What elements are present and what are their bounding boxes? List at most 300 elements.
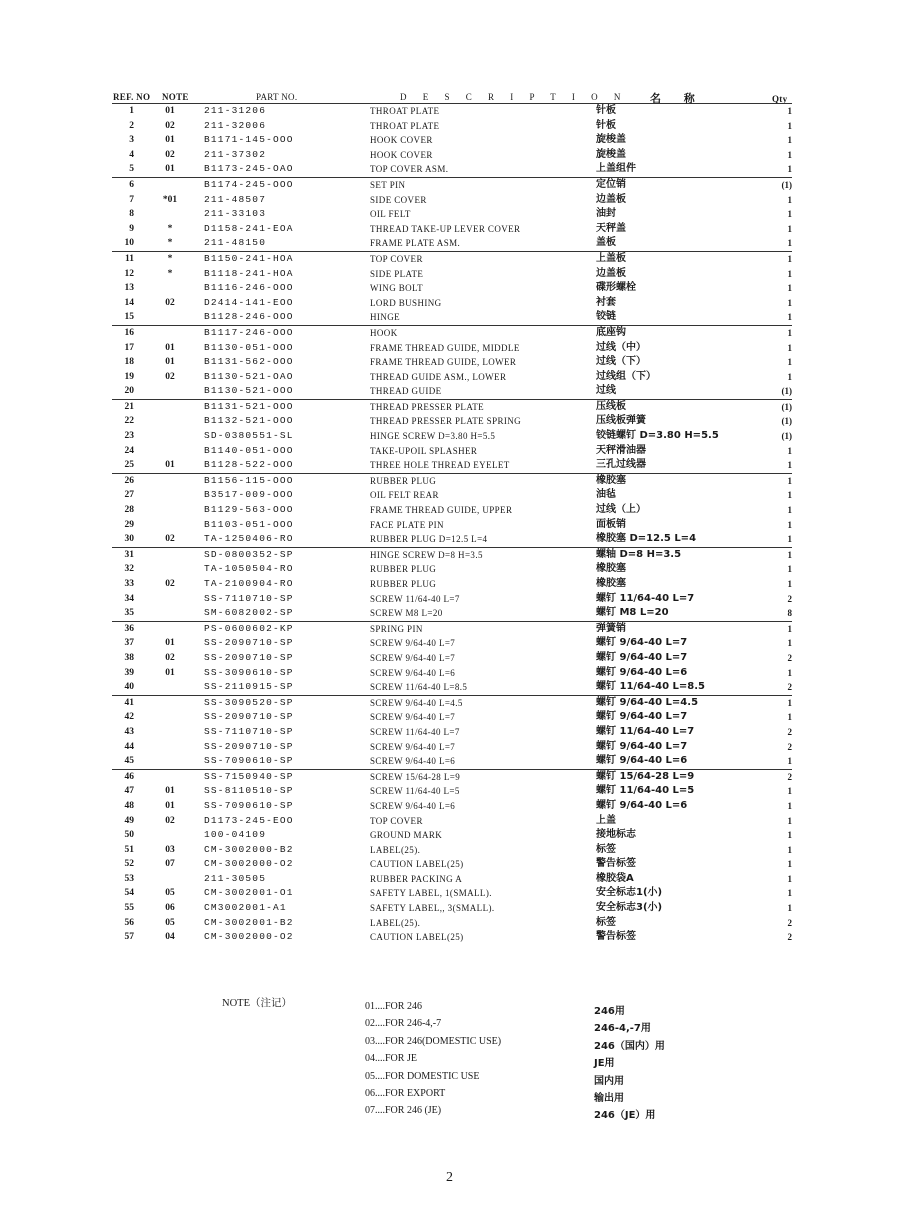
note-cn: 输出用 xyxy=(594,1093,624,1104)
table-row xyxy=(112,518,792,533)
name-cn-cell: 标签 xyxy=(596,916,616,928)
part-no-cell: B1150-241-HOA xyxy=(204,252,294,264)
header-name-cn: 名 称 xyxy=(650,93,705,105)
description-cell: SCREW 9/64-40 L=6 xyxy=(370,800,456,811)
ref-no-cell: 23 xyxy=(124,431,134,442)
table-row xyxy=(112,784,792,799)
name-cn-cell: 警告标签 xyxy=(596,931,636,943)
note-code: 04....FOR JE xyxy=(365,1053,417,1065)
qty-cell: 1 xyxy=(787,312,792,323)
note-code: 02....FOR 246-4,-7 xyxy=(365,1018,442,1030)
note-cn: 246（国内）用 xyxy=(594,1040,665,1052)
table-row xyxy=(112,710,792,725)
table-row xyxy=(112,547,792,563)
ref-no-cell: 17 xyxy=(124,342,134,353)
table-row xyxy=(112,162,792,177)
description-cell: OIL FELT xyxy=(370,209,411,220)
ref-no-cell: 4 xyxy=(129,149,134,160)
name-cn-cell: 螺钉 9/64-40 L=6 xyxy=(596,666,688,678)
description-cell: RUBBER PLUG xyxy=(370,564,437,575)
description-cell: HINGE SCREW D=3.80 H=5.5 xyxy=(370,431,496,442)
note-code: 06....FOR EXPORT xyxy=(365,1088,446,1099)
note-cell: 02 xyxy=(165,652,175,663)
part-no-cell: CM-3002000-O2 xyxy=(204,858,294,870)
ref-no-cell: 11 xyxy=(125,253,134,264)
name-cn-cell: 旋梭盖 xyxy=(596,134,626,146)
name-cn-cell: 衬套 xyxy=(596,296,616,308)
table-row xyxy=(112,606,792,621)
table-row xyxy=(112,458,792,473)
qty-cell: 1 xyxy=(787,786,792,797)
description-cell: LABEL(25). xyxy=(370,917,421,928)
table-row xyxy=(112,236,792,251)
ref-no-cell: 13 xyxy=(124,283,134,294)
description-cell: SCREW 9/64-40 L=6 xyxy=(370,667,456,678)
part-no-cell: B1130-521-OAO xyxy=(204,370,294,382)
part-no-cell: CM-3002001-O1 xyxy=(204,887,294,899)
table-row xyxy=(112,916,792,931)
part-no-cell: CM-3002000-B2 xyxy=(204,843,294,855)
description-cell: CAUTION LABEL(25) xyxy=(370,932,464,943)
part-no-cell: SS-7110710-SP xyxy=(204,592,294,604)
ref-no-cell: 45 xyxy=(124,756,134,767)
table-row xyxy=(112,695,792,711)
table-row xyxy=(112,281,792,296)
qty-cell: 1 xyxy=(787,667,792,678)
note-cell: * xyxy=(167,223,173,234)
qty-cell: 1 xyxy=(787,549,792,560)
qty-cell: 1 xyxy=(787,564,792,575)
name-cn-cell: 针板 xyxy=(596,105,616,116)
notes-label: NOTE（注记） xyxy=(222,998,292,1009)
qty-cell: 1 xyxy=(787,135,792,146)
description-cell: RUBBER PLUG xyxy=(370,579,437,589)
name-cn-cell: 盖板 xyxy=(596,237,616,249)
description-cell: THREAD PRESSER PLATE SPRING xyxy=(370,416,522,427)
qty-cell: 1 xyxy=(787,534,792,545)
qty-cell: 1 xyxy=(787,815,792,826)
description-cell: SET PIN xyxy=(370,179,406,190)
name-cn-cell: 边盖板 xyxy=(596,267,626,279)
note-cn: 246-4,-7用 xyxy=(594,1023,651,1035)
part-no-cell: 211-30505 xyxy=(204,872,267,884)
part-no-cell: B1140-051-OOO xyxy=(204,444,294,456)
part-no-cell: D2414-141-EOO xyxy=(204,296,294,308)
part-no-cell: B1156-115-OOO xyxy=(204,474,294,486)
ref-no-cell: 7 xyxy=(129,194,134,205)
description-cell: THROAT PLATE xyxy=(370,106,440,116)
qty-cell: 1 xyxy=(787,830,792,841)
part-no-cell: B3517-009-OOO xyxy=(204,489,294,501)
qty-cell: 1 xyxy=(787,268,792,279)
table-row xyxy=(112,754,792,769)
description-cell: SIDE COVER xyxy=(370,194,427,205)
part-no-cell: SM-6082002-SP xyxy=(204,607,294,619)
ref-no-cell: 12 xyxy=(124,268,134,279)
note-cell: 01 xyxy=(165,342,175,353)
ref-no-cell: 15 xyxy=(124,312,134,323)
name-cn-cell: 上盖 xyxy=(596,814,616,826)
description-cell: RUBBER PLUG xyxy=(370,475,437,486)
part-no-cell: SS-7090610-SP xyxy=(204,799,294,811)
table-row xyxy=(112,577,792,592)
ref-no-cell: 36 xyxy=(124,623,134,634)
qty-cell: 1 xyxy=(787,859,792,870)
ref-no-cell: 42 xyxy=(124,712,134,723)
qty-cell: 1 xyxy=(787,106,792,116)
ref-no-cell: 2 xyxy=(129,120,134,131)
table-row xyxy=(112,828,792,843)
description-cell: THREAD PRESSER PLATE xyxy=(370,401,485,412)
qty-cell: 1 xyxy=(787,873,792,884)
table-row xyxy=(112,503,792,518)
qty-cell: 1 xyxy=(787,888,792,899)
description-cell: FRAME PLATE ASM. xyxy=(370,238,461,249)
part-no-cell: PS-0600602-KP xyxy=(204,622,294,634)
ref-no-cell: 54 xyxy=(124,888,134,899)
note-code: 07....FOR 246 (JE) xyxy=(365,1105,442,1117)
ref-no-cell: 29 xyxy=(124,519,134,530)
ref-no-cell: 27 xyxy=(124,490,134,501)
qty-cell: 1 xyxy=(787,460,792,471)
qty-cell: 2 xyxy=(787,682,792,693)
note-cell: 07 xyxy=(165,859,175,870)
table-row xyxy=(112,207,792,222)
ref-no-cell: 28 xyxy=(124,505,134,516)
table-row xyxy=(112,473,792,489)
ref-no-cell: 47 xyxy=(124,786,134,797)
description-cell: SAFETY LABEL,, 3(SMALL). xyxy=(370,903,495,914)
description-cell: SCREW 9/64-40 L=7 xyxy=(370,638,456,649)
qty-cell: 2 xyxy=(787,917,792,928)
description-cell: HOOK xyxy=(370,327,398,338)
qty-cell: 2 xyxy=(787,726,792,737)
note-cell: 01 xyxy=(165,638,175,649)
qty-cell: 1 xyxy=(787,697,792,708)
name-cn-cell: 安全标志3(小) xyxy=(596,902,663,914)
part-no-cell: B1103-051-OOO xyxy=(204,518,294,530)
note-cn: 246用 xyxy=(594,1006,625,1017)
qty-cell: 1 xyxy=(787,445,792,456)
name-cn-cell: 油毡 xyxy=(596,489,616,501)
part-no-cell: B1132-521-OOO xyxy=(204,415,294,427)
name-cn-cell: 上盖组件 xyxy=(596,163,636,175)
qty-cell: 1 xyxy=(787,371,792,382)
note-cn: 国内用 xyxy=(594,1075,624,1087)
header-part-no: PART NO. xyxy=(256,92,298,102)
name-cn-cell: 橡胶袋A xyxy=(596,872,634,884)
qty-cell: 1 xyxy=(787,120,792,131)
ref-no-cell: 8 xyxy=(129,209,134,220)
note-code: 05....FOR DOMESTIC USE xyxy=(365,1070,480,1082)
name-cn-cell: 螺钉 11/64-40 L=8.5 xyxy=(596,681,705,693)
table-row xyxy=(112,562,792,577)
description-cell: SCREW 9/64-40 L=7 xyxy=(370,712,456,723)
part-no-cell: SD-0380551-SL xyxy=(204,430,294,442)
description-cell: LORD BUSHING xyxy=(370,297,442,308)
ref-no-cell: 40 xyxy=(124,682,134,693)
table-row xyxy=(112,119,792,134)
note-cell: 02 xyxy=(165,534,175,545)
table-row xyxy=(112,666,792,681)
qty-cell: (1) xyxy=(781,179,792,190)
header-description: D E S C R I P T I O N xyxy=(400,92,628,102)
table-row xyxy=(112,370,792,385)
ref-no-cell: 32 xyxy=(124,564,134,575)
name-cn-cell: 橡胶塞 D=12.5 L=4 xyxy=(596,533,697,545)
part-no-cell: B1130-521-OOO xyxy=(204,385,294,397)
qty-cell: 1 xyxy=(787,342,792,353)
description-cell: OIL FELT REAR xyxy=(370,490,439,501)
name-cn-cell: 旋梭盖 xyxy=(596,148,626,160)
description-cell: TAKE-UPOIL SPLASHER xyxy=(370,445,478,456)
ref-no-cell: 5 xyxy=(129,164,134,175)
part-no-cell: B1128-522-OOO xyxy=(204,459,294,471)
description-cell: HOOK COVER xyxy=(370,149,433,160)
table-row xyxy=(112,325,792,341)
description-cell: SCREW 11/64-40 L=7 xyxy=(370,593,460,604)
note-cell: 05 xyxy=(165,888,175,899)
description-cell: LABEL(25). xyxy=(370,844,421,855)
qty-cell: 1 xyxy=(787,623,792,634)
qty-cell: 1 xyxy=(787,164,792,175)
description-cell: SCREW 9/64-40 L=7 xyxy=(370,652,456,663)
qty-cell: 2 xyxy=(787,593,792,604)
description-cell: RUBBER PACKING A xyxy=(370,873,463,884)
name-cn-cell: 面板销 xyxy=(596,518,626,530)
name-cn-cell: 油封 xyxy=(596,208,616,220)
name-cn-cell: 过线组（下） xyxy=(596,370,656,382)
part-no-cell: SD-0800352-SP xyxy=(204,548,294,560)
part-no-cell: SS-7110710-SP xyxy=(204,725,294,737)
name-cn-cell: 压线板 xyxy=(596,400,626,412)
note-cell: 01 xyxy=(165,106,175,116)
ref-no-cell: 24 xyxy=(124,445,134,456)
ref-no-cell: 21 xyxy=(124,401,134,412)
part-no-cell: TA-1050504-RO xyxy=(204,563,294,575)
ref-no-cell: 10 xyxy=(124,238,134,249)
ref-no-cell: 49 xyxy=(124,815,134,826)
note-cell: 04 xyxy=(165,932,175,943)
qty-cell: 1 xyxy=(787,297,792,308)
part-no-cell: 211-32006 xyxy=(204,119,267,131)
note-cell: 01 xyxy=(165,357,175,368)
description-cell: SCREW 11/64-40 L=8.5 xyxy=(370,682,468,693)
table-row xyxy=(112,769,792,785)
part-no-cell: SS-8110510-SP xyxy=(204,785,294,797)
qty-cell: (1) xyxy=(781,386,792,397)
table-row xyxy=(112,592,792,607)
description-cell: HOOK COVER xyxy=(370,135,433,146)
qty-cell: 1 xyxy=(787,327,792,338)
part-no-cell: 211-37302 xyxy=(204,148,267,160)
table-row xyxy=(112,341,792,356)
description-cell: HINGE xyxy=(370,312,400,323)
ref-no-cell: 30 xyxy=(124,534,134,545)
table-row xyxy=(112,740,792,755)
note-cell: 02 xyxy=(165,120,175,131)
part-no-cell: 211-48507 xyxy=(204,193,267,205)
note-cn: 246（JE）用 xyxy=(594,1110,656,1122)
part-no-cell: SS-2090710-SP xyxy=(204,651,294,663)
description-cell: SCREW M8 L=20 xyxy=(370,608,443,619)
ref-no-cell: 43 xyxy=(124,726,134,737)
note-cell: 06 xyxy=(165,903,175,914)
table-row xyxy=(112,133,792,148)
part-no-cell: TA-1250406-RO xyxy=(204,533,294,545)
note-cell: 03 xyxy=(165,844,175,855)
name-cn-cell: 定位销 xyxy=(596,178,626,190)
qty-cell: 1 xyxy=(787,519,792,530)
name-cn-cell: 螺钉 9/64-40 L=7 xyxy=(596,740,688,752)
ref-no-cell: 6 xyxy=(129,179,134,190)
part-no-cell: B1174-245-OOO xyxy=(204,178,294,190)
table-row xyxy=(112,148,792,163)
table-row xyxy=(112,901,792,916)
qty-cell: 1 xyxy=(787,638,792,649)
description-cell: TOP COVER xyxy=(370,815,423,826)
part-no-cell: SS-3090520-SP xyxy=(204,696,294,708)
part-no-cell: SS-3090610-SP xyxy=(204,666,294,678)
part-no-cell: 211-31206 xyxy=(204,105,267,116)
table-row xyxy=(112,886,792,901)
qty-cell: 1 xyxy=(787,712,792,723)
note-code: 03....FOR 246(DOMESTIC USE) xyxy=(365,1035,502,1047)
name-cn-cell: 螺钉 9/64-40 L=7 xyxy=(596,651,688,663)
description-cell: THREAD TAKE-UP LEVER COVER xyxy=(370,223,521,234)
qty-cell: 1 xyxy=(787,238,792,249)
qty-cell: 1 xyxy=(787,756,792,767)
name-cn-cell: 螺钉 11/64-40 L=5 xyxy=(596,785,695,797)
description-cell: CAUTION LABEL(25) xyxy=(370,859,464,870)
part-no-cell: B1129-563-OOO xyxy=(204,504,294,516)
name-cn-cell: 三孔过线器 xyxy=(596,459,646,471)
part-no-cell: SS-2090710-SP xyxy=(204,637,294,649)
qty-cell: 2 xyxy=(787,652,792,663)
ref-no-cell: 41 xyxy=(124,697,134,708)
name-cn-cell: 橡胶塞 xyxy=(596,578,626,589)
name-cn-cell: 天秤盖 xyxy=(596,222,626,234)
description-cell: THROAT PLATE xyxy=(370,120,440,131)
qty-cell: 2 xyxy=(787,932,792,943)
qty-cell: 1 xyxy=(787,253,792,264)
table-row xyxy=(112,296,792,311)
table-row xyxy=(112,193,792,208)
note-cell: * xyxy=(167,268,173,279)
qty-cell: 1 xyxy=(787,283,792,294)
part-no-cell: D1173-245-EOO xyxy=(204,814,294,826)
part-no-cell: SS-2090710-SP xyxy=(204,711,294,723)
description-cell: SAFETY LABEL, 1(SMALL). xyxy=(370,888,492,899)
name-cn-cell: 螺钉 11/64-40 L=7 xyxy=(596,592,695,604)
name-cn-cell: 螺钉 11/64-40 L=7 xyxy=(596,725,695,737)
description-cell: THREE HOLE THREAD EYELET xyxy=(370,460,510,471)
table-row xyxy=(112,488,792,503)
name-cn-cell: 铰链 xyxy=(596,311,616,323)
note-cell: 01 xyxy=(165,460,175,471)
description-cell: TOP COVER ASM. xyxy=(370,164,449,175)
note-code: 01....FOR 246 xyxy=(365,1001,422,1012)
description-cell: FACE PLATE PIN xyxy=(370,519,444,530)
note-cell: *01 xyxy=(162,194,178,205)
name-cn-cell: 标签 xyxy=(596,843,616,855)
part-no-cell: B1116-246-OOO xyxy=(204,282,294,294)
part-no-cell: CM3002001-A1 xyxy=(204,902,287,914)
parts-table xyxy=(112,103,792,945)
ref-no-cell: 37 xyxy=(124,638,134,649)
name-cn-cell: 橡胶塞 xyxy=(596,474,626,486)
header-note: NOTE xyxy=(162,92,189,102)
qty-cell: 1 xyxy=(787,800,792,811)
table-row xyxy=(112,621,792,637)
description-cell: THREAD GUIDE ASM., LOWER xyxy=(370,371,507,382)
description-cell: GROUND MARK xyxy=(370,830,443,841)
description-cell: SCREW 9/64-40 L=6 xyxy=(370,756,456,767)
ref-no-cell: 25 xyxy=(124,460,134,471)
table-row xyxy=(112,384,792,399)
name-cn-cell: 过线（上） xyxy=(596,504,646,516)
note-cell: * xyxy=(167,253,173,264)
description-cell: THREAD GUIDE xyxy=(370,386,442,397)
ref-no-cell: 16 xyxy=(124,327,134,338)
part-no-cell: TA-2100904-RO xyxy=(204,578,294,589)
qty-cell: 2 xyxy=(787,741,792,752)
name-cn-cell: 针板 xyxy=(596,119,616,131)
part-no-cell: SS-7090610-SP xyxy=(204,755,294,767)
name-cn-cell: 过线 xyxy=(596,385,616,397)
ref-no-cell: 1 xyxy=(129,106,134,116)
name-cn-cell: 铰链螺钉 D=3.80 H=5.5 xyxy=(596,430,719,442)
name-cn-cell: 螺轴 D=8 H=3.5 xyxy=(596,548,682,560)
qty-cell: (1) xyxy=(781,431,792,442)
part-no-cell: B1118-241-HOA xyxy=(204,267,294,279)
page-number: 2 xyxy=(446,1170,453,1185)
part-no-cell: SS-2090710-SP xyxy=(204,740,294,752)
note-cell: 01 xyxy=(165,164,175,175)
name-cn-cell: 螺钉 9/64-40 L=6 xyxy=(596,755,688,767)
description-cell: WING BOLT xyxy=(370,283,424,294)
note-cell: * xyxy=(167,238,173,249)
part-no-cell: B1131-562-OOO xyxy=(204,356,294,368)
qty-cell: (1) xyxy=(781,401,792,412)
table-row xyxy=(112,651,792,666)
part-no-cell: B1171-145-OOO xyxy=(204,134,294,146)
note-cell: 02 xyxy=(165,579,175,589)
table-row xyxy=(112,872,792,887)
name-cn-cell: 螺钉 9/64-40 L=7 xyxy=(596,711,688,723)
qty-cell: 1 xyxy=(787,844,792,855)
part-no-cell: B1130-051-OOO xyxy=(204,341,294,353)
qty-cell: (1) xyxy=(781,416,792,427)
name-cn-cell: 螺钉 9/64-40 L=7 xyxy=(596,637,688,649)
name-cn-cell: 底座钩 xyxy=(596,326,626,338)
ref-no-cell: 46 xyxy=(124,771,134,782)
ref-no-cell: 22 xyxy=(124,416,134,427)
table-row xyxy=(112,429,792,444)
table-row xyxy=(112,399,792,415)
ref-no-cell: 39 xyxy=(124,667,134,678)
ref-no-cell: 31 xyxy=(124,549,134,560)
ref-no-cell: 55 xyxy=(124,903,134,914)
header-qty: Qty xyxy=(772,94,788,104)
part-no-cell: CM-3002000-O2 xyxy=(204,931,294,943)
table-row xyxy=(112,177,792,193)
table-row xyxy=(112,799,792,814)
part-no-cell: 211-33103 xyxy=(204,208,267,220)
note-cell: 02 xyxy=(165,297,175,308)
description-cell: SIDE PLATE xyxy=(370,268,424,279)
table-row xyxy=(112,930,792,945)
